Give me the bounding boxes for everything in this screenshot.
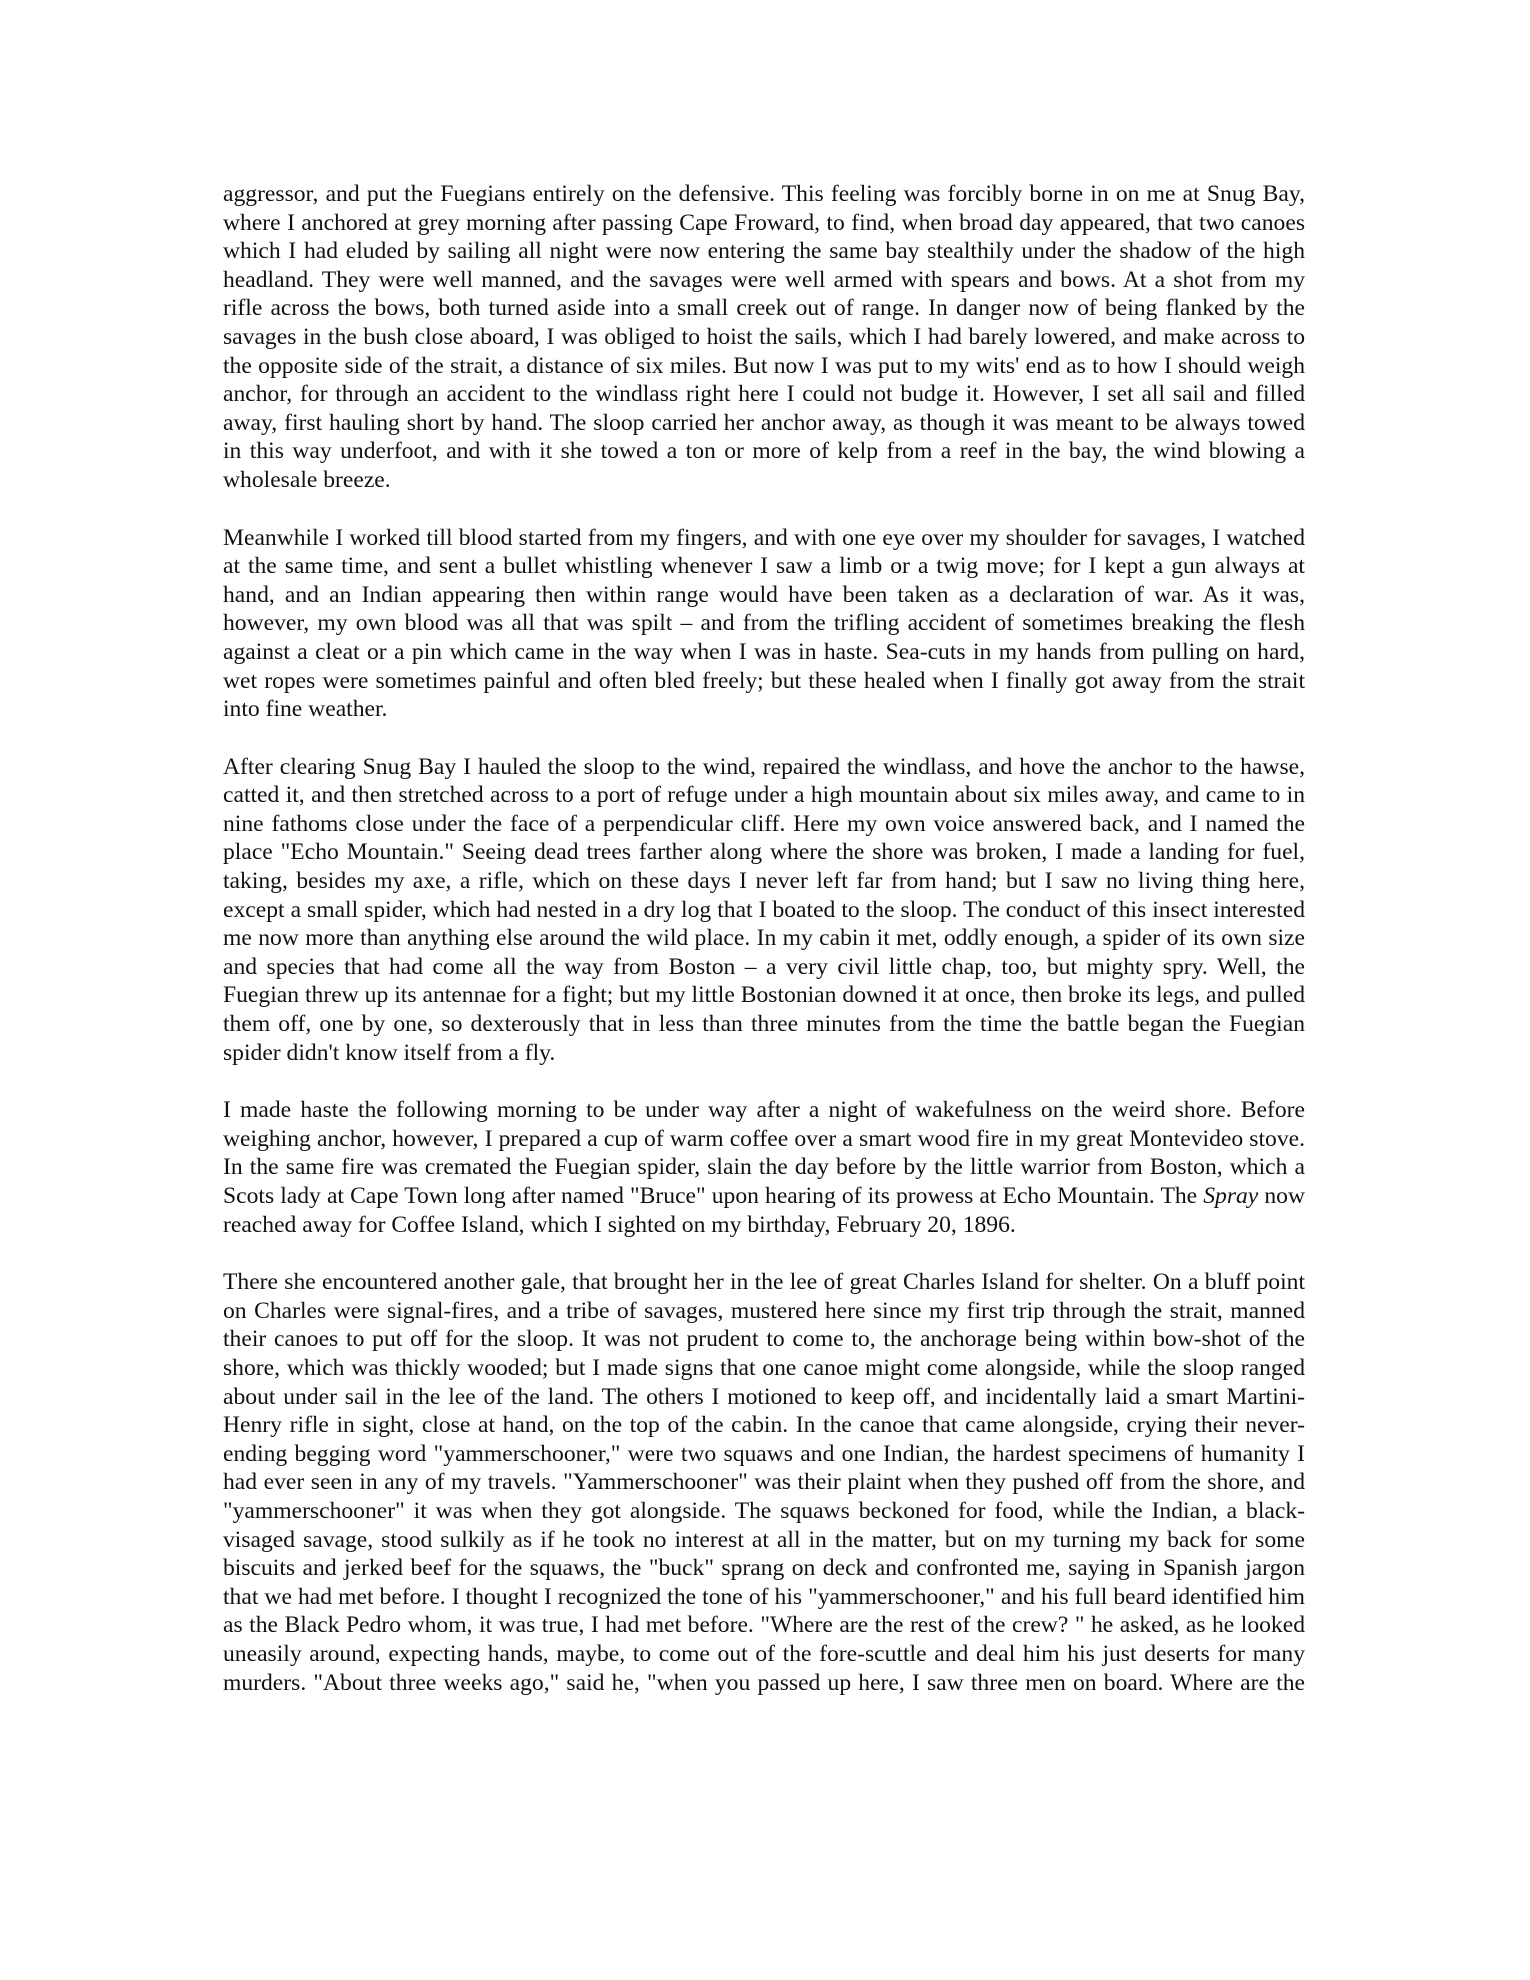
paragraph-coffee-island-text-before: I made haste the following morning to be under way after a night of wakefulness on the weird shore. Before weighing anchor, however, I prepared a cup of warm coffee over a smart wood fire in my great Montevideo stove. In the same fire was cremated the Fuegian spider, slain the day before by the little warrior from Boston, which a Scots lady at Cape Town long after named "Bruce" upon hearing of its prowess at Echo Mountain. The: [223, 1097, 1305, 1209]
ship-name-spray: Spray: [1203, 1183, 1259, 1209]
paragraph-coffee-island: [223, 1096, 1305, 1239]
paragraph-echo-mountain: After clearing Snug Bay I hauled the sloop to the wind, repaired the windlass, and hove the anchor to the hawse, catted it, and then stretched across to a port of refuge under a high mountain about six miles away, and came to in nine fathoms close under the face of a perpendicular cliff. Here my own voice answered back, and I named the place "Echo Mountain." Seeing dead trees farther along where the shore was broken, I made a landing for fuel, taking, besides my axe, a rifle, which on these days I never left far from hand; but I saw no living thing here, except a small spider, which had nested in a dry log that I boated to the sloop. The conduct of this insect interested me now more than anything else around the wild place. In my cabin it met, oddly enough, a spider of its own size and species that had come all the way from Boston – a very civil little chap, too, but mighty spry. Well, the Fuegian threw up its antennae for a fight; but my little Bostonian downed it at once, then broke its legs, and pulled them off, one by one, so dexterously that in less than three minutes from the time the battle began the Fuegian spider didn't know itself from a fly.: [223, 753, 1305, 1066]
paragraph-coffee-island-text-after: now reached away for Coffee Island, which I sighted on my birthday, February 20, 1896.: [223, 1183, 1306, 1238]
paragraph-charles-island: There she encountered another gale, that brought her in the lee of great Charles Island for shelter. On a bluff point on Charles were signal-fires, and a tribe of savages, mustered here since my first trip through the strait, manned their canoes to put off for the sloop. It was not prudent to come to, the anchorage being within bow-shot of the shore, which was thickly wooded; but I made signs that one canoe might come alongside, while the sloop ranged about under sail in the lee of the land. The others I motioned to keep off, and incidentally laid a smart Martini-Henry rifle in sight, close at hand, on the top of the cabin. In the canoe that came alongside, crying their never-ending begging word "yammerschooner," were two squaws and one Indian, the hardest specimens of humanity I had ever seen in any of my travels. "Yammerschooner" was their plaint when they pushed off from the shore, and "yammerschooner" it was when they got alongside. The squaws beckoned for food, while the Indian, a black-visaged savage, stood sulkily as if he took no interest at all in the matter, but on my turning my back for some biscuits and jerked beef for the squaws, the "buck" sprang on deck and confronted me, saying in Spanish jargon that we had met before. I thought I recognized the tone of his "yammerschooner," and his full beard identified him as the Black Pedro whom, it was true, I had met before. "Where are the rest of the crew? " he asked, as he looked uneasily around, expecting hands, maybe, to come out of the fore-scuttle and deal him his just deserts for many murders. "About three weeks ago," said he, "when you passed up here, I saw three men on board. Where are the: [223, 1269, 1305, 1696]
document-page: [223, 180, 1305, 1697]
paragraph-snug-bay: aggressor, and put the Fuegians entirely on the defensive. This feeling was forcibly borne in on me at Snug Bay, where I anchored at grey morning after passing Cape Froward, to find, when broad day appeared, that two canoes which I had eluded by sailing all night were now entering the same bay stealthily under the shadow of the high headland. They were well manned, and the savages were well armed with spears and bows. At a shot from my rifle across the bows, both turned aside into a small creek out of range. In danger now of being flanked by the savages in the bush close aboard, I was obliged to hoist the sails, which I had barely lowered, and make across to the opposite side of the strait, a distance of six miles. But now I was put to my wits' end as to how I should weigh anchor, for through an accident to the windlass right here I could not budge it. However, I set all sail and filled away, first hauling short by hand. The sloop carried her anchor away, as though it was meant to be always towed in this way underfoot, and with it she towed a ton or more of kelp from a reef in the bay, the wind blowing a wholesale breeze.: [223, 181, 1305, 493]
paragraph-blood-fingers: Meanwhile I worked till blood started from my fingers, and with one eye over my shoulder for savages, I watched at the same time, and sent a bullet whistling whenever I saw a limb or a twig move; for I kept a gun always at hand, and an Indian appearing then within range would have been taken as a declaration of war. As it was, however, my own blood was all that was spilt – and from the trifling accident of sometimes breaking the flesh against a cleat or a pin which came in the way when I was in haste. Sea-cuts in my hands from pulling on hard, wet ropes were sometimes painful and often bled freely; but these healed when I finally got away from the strait into fine weather.: [223, 524, 1305, 723]
